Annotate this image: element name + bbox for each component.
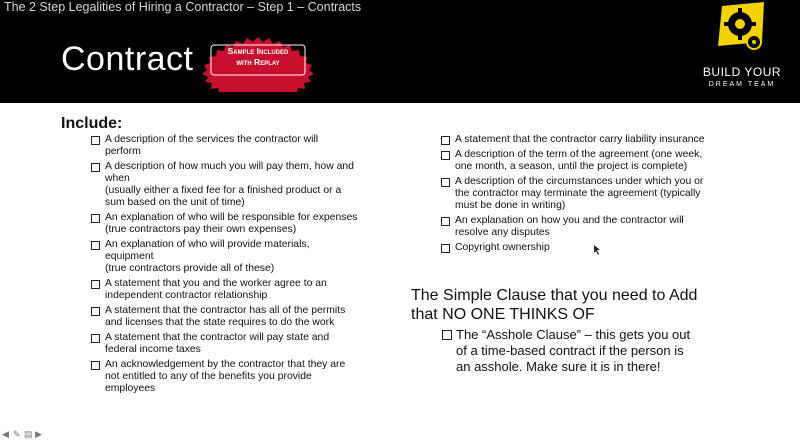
checkbox-icon	[91, 334, 100, 343]
checklist-item-text: A description of how much you will pay them, how and	[105, 161, 354, 172]
checklist-item-text: A statement that you and the worker agree to an	[105, 278, 327, 289]
checkbox-icon	[91, 280, 100, 289]
checklist-item	[91, 239, 391, 275]
checklist-item	[441, 242, 771, 254]
checklist-item	[91, 332, 391, 356]
checkbox-icon	[91, 163, 100, 172]
checklist-item-text: federal income taxes	[105, 344, 201, 355]
slide-header	[0, 0, 800, 103]
checkbox-icon	[442, 330, 452, 340]
checklist-item	[91, 305, 391, 329]
checklist-item	[91, 161, 391, 209]
build-your-dream-team-logo	[694, 2, 790, 100]
slide-title: Contract	[61, 40, 194, 78]
checkbox-icon	[441, 136, 450, 145]
checklist-item-text: and licenses that the state requires to do the work	[105, 317, 335, 328]
slides-menu-icon[interactable]: ▤	[24, 429, 33, 439]
checklist-item	[441, 215, 771, 239]
checklist-item-text: resolve any disputes	[455, 227, 550, 238]
next-arrow-icon[interactable]: ▶	[35, 429, 42, 439]
logo-gear-icon	[716, 2, 768, 60]
simple-clause-heading	[411, 286, 697, 324]
checklist-item-text: A statement that the contractor carry liability insurance	[455, 134, 705, 145]
checklist-item	[91, 278, 391, 302]
checklist-item-text: one month, a season, until the project is complete)	[455, 161, 688, 172]
checklist-item	[441, 176, 771, 212]
checklist-item-text: A statement that the contractor has all of the permits	[105, 305, 346, 316]
checkbox-icon	[441, 217, 450, 226]
seal-line1: Sample Included	[227, 46, 289, 56]
checklist-item-text: must be done in writing)	[455, 200, 566, 211]
checklist-item	[441, 134, 771, 146]
logo-text-build-your: BUILD YOUR	[702, 65, 782, 79]
checklist-item-text: A description of the services the contractor will	[105, 134, 319, 145]
seal-line2: with Replay	[236, 57, 280, 67]
sample-included-seal	[201, 36, 315, 92]
checkbox-icon	[91, 307, 100, 316]
checklist-item-text: the contractor may terminate the agreement (typically	[455, 188, 701, 199]
checklist-item-text: employees	[105, 383, 156, 394]
asshole-clause-line1: The “Asshole Clause” – this gets you out	[456, 327, 691, 342]
checklist-item	[91, 212, 391, 236]
pen-icon[interactable]: ✎	[13, 429, 21, 439]
checklist-item-text: (usually either a fixed fee for a finished product or a	[105, 185, 342, 196]
checklist-item-text: An explanation on how you and the contractor will	[455, 215, 684, 226]
left-checklist	[91, 134, 391, 398]
right-checklist	[441, 134, 771, 257]
prev-arrow-icon[interactable]: ◀	[2, 429, 9, 439]
checklist-item-text: A description of the circumstances under which you or	[455, 176, 704, 187]
checklist-item-text: equipment	[105, 251, 154, 262]
asshole-clause-line3: an asshole. Make sure it is in there!	[456, 359, 661, 374]
logo-text-dream-team: DREAM TEAM	[708, 81, 776, 88]
checkbox-icon	[441, 244, 450, 253]
checklist-item	[91, 359, 391, 395]
checklist-item-text: perform	[105, 146, 141, 157]
checklist-item-text: independent contractor relationship	[105, 290, 268, 301]
asshole-clause-line2: of a time-based contract if the person is	[456, 343, 684, 358]
checklist-item-text: A description of the term of the agreement (one week,	[455, 149, 703, 160]
checklist-item-text: not entitled to any of the benefits you provide	[105, 371, 312, 382]
seal-text	[201, 46, 315, 68]
checkbox-icon	[91, 241, 100, 250]
checkbox-icon	[441, 151, 450, 160]
checklist-item	[441, 149, 771, 173]
checklist-item-text: An explanation of who will provide materials,	[105, 239, 310, 250]
checkbox-icon	[91, 136, 100, 145]
simple-clause-line2: that NO ONE THINKS OF	[411, 306, 595, 323]
checklist-item	[91, 134, 391, 158]
checklist-item-text: Copyright ownership	[455, 242, 550, 253]
checklist-item-text: when	[105, 173, 130, 184]
checkbox-icon	[91, 361, 100, 370]
checkbox-icon	[441, 178, 450, 187]
checklist-item-text: sum based on the unit of time)	[105, 197, 245, 208]
checkbox-icon	[91, 214, 100, 223]
mouse-cursor-icon	[594, 245, 601, 255]
presentation-toolbar	[2, 430, 44, 442]
checklist-item-text: An explanation of who will be responsible for expenses	[105, 212, 358, 223]
checklist-item-text: A statement that the contractor will pay state and	[105, 332, 330, 343]
simple-clause-line1: The Simple Clause that you need to Add	[411, 287, 698, 304]
window-title: The 2 Step Legalities of Hiring a Contractor – Step 1 – Contracts	[4, 0, 362, 14]
checklist-item-text: (true contractors provide all of these)	[105, 263, 275, 274]
checklist-item-text: (true contractors pay their own expenses)	[105, 224, 297, 235]
asshole-clause-item	[442, 327, 690, 375]
checklist-item-text: An acknowledgement by the contractor that they are	[105, 359, 346, 370]
include-heading: Include:	[61, 115, 123, 132]
